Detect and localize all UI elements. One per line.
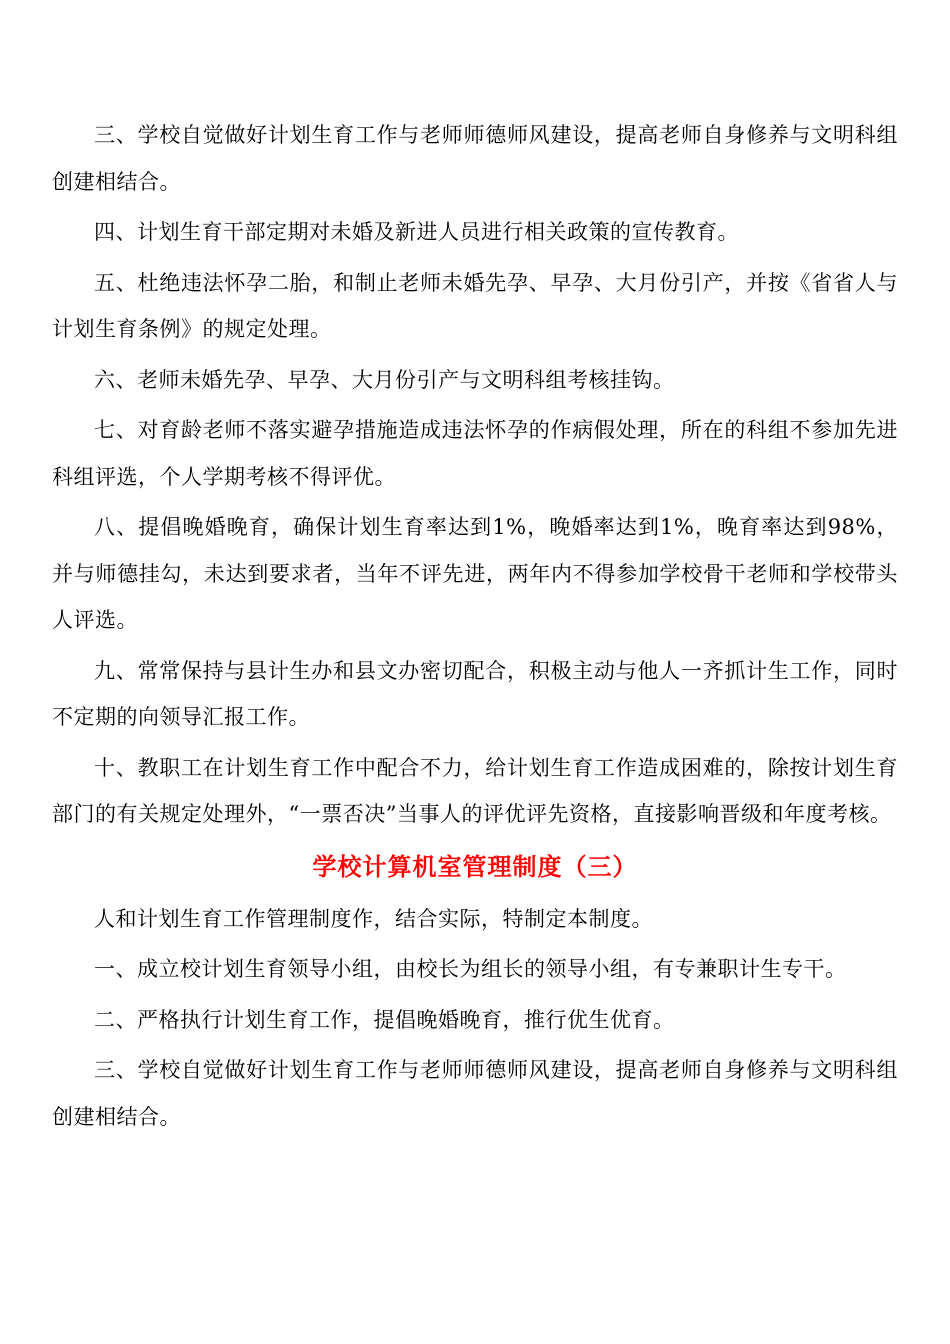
- paragraph-item-5: 五、杜绝违法怀孕二胎，和制止老师未婚先孕、早孕、大月份引产，并按《省省人与计划生育条例》的规定处理。: [52, 270, 898, 341]
- paragraph-item-9: 九、常常保持与县计生办和县文办密切配合，积极主动与他人一齐抓计生工作，同时不定期的向领导汇报工作。: [52, 658, 898, 729]
- paragraph-item-3-repeat: 三、学校自觉做好计划生育工作与老师师德师风建设，提高老师自身修养与文明科组创建相结合。: [52, 1058, 898, 1129]
- paragraph-item-8: 八、提倡晚婚晚育，确保计划生育率达到1%，晚婚率达到1%，晚育率达到98%，并与师德挂勾，未达到要求者，当年不评先进，两年内不得参加学校骨干老师和学校带头人评选。: [52, 515, 898, 632]
- paragraph-item-6: 六、老师未婚先孕、早孕、大月份引产与文明科组考核挂钩。: [94, 367, 675, 392]
- paragraph-item-7: 七、对育龄老师不落实避孕措施造成违法怀孕的作病假处理，所在的科组不参加先进科组评选，个人学期考核不得评优。: [52, 418, 898, 489]
- paragraph-item-4: 四、计划生育干部定期对未婚及新进人员进行相关政策的宣传教育。: [94, 220, 739, 244]
- document-page: [52, 112, 898, 1144]
- paragraph-item-10: 十、教职工在计划生育工作中配合不力，给计划生育工作造成困难的，除按计划生育部门的有关规定处理外，“一票否决”当事人的评优评先资格，直接影响晋级和年度考核。: [52, 755, 898, 826]
- paragraph-intro: 人和计划生育工作管理制度作，结合实际，特制定本制度。: [94, 906, 653, 931]
- paragraph-item-2: 二、严格执行计划生育工作，提倡晚婚晚育，推行优生优育。: [94, 1007, 675, 1032]
- section-heading: 学校计算机室管理制度（三）: [312, 851, 638, 881]
- paragraph-item-1: 一、成立校计划生育领导小组，由校长为组长的领导小组，有专兼职计生专干。: [94, 957, 847, 981]
- paragraph-item-3: 三、学校自觉做好计划生育工作与老师师德师风建设，提高老师自身修养与文明科组创建相结合。: [52, 123, 898, 194]
